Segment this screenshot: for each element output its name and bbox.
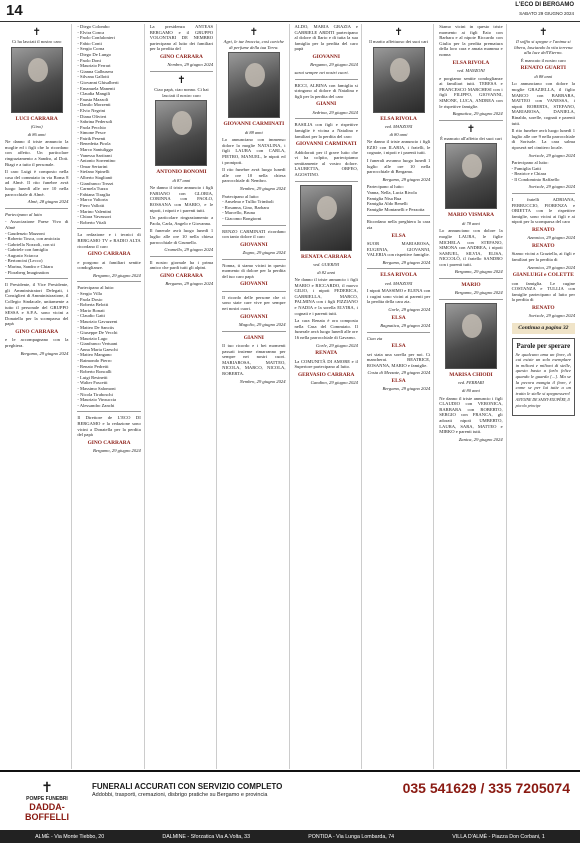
condolence-text: Siamo vicini a Graziella, ai figli e familiari per la perdita di — [511, 251, 575, 263]
deceased-name: GIOVANNI — [240, 241, 268, 248]
condolence-text: Nonna, ti siamo vicini in questo momento di dolore per la perdita del tuo caro papà — [222, 262, 286, 279]
deceased-name: MARIO VISMARA — [447, 212, 495, 219]
condolence-text: I nipoti MASSIMO e ELENA con i cugini sono vicini ai parenti per la perdita della cara zia. — [366, 288, 431, 305]
divider — [512, 193, 575, 194]
place-date: Nembro, 29 giugno 2024 — [239, 185, 286, 191]
deceased-name: RENATA — [315, 350, 338, 357]
place-date: Bagnatica, 29 giugno 2024 — [452, 111, 503, 117]
announcement-text: Il funerale avrà luogo lunedì 1 luglio alle ore 10 nella chiesa parrocchiale di Grumello. — [149, 228, 214, 245]
deceased-age: di 82 anni — [317, 269, 336, 275]
place-date: Costa di Mezzate, 29 giugno 2024 — [367, 370, 431, 376]
announcement-intro: È mancato il nostro caro — [520, 57, 566, 63]
ad-headline: FUNERALI ACCURATI CON SERVIZIO COMPLETO — [92, 782, 283, 791]
column-1 — [2, 24, 72, 769]
announcement-text: La cara Renata è ora composta nella Casa del Commiato. Il funerale avrà luogo lunedì alle ore 16 nella parrocchiale di Gavarno. — [294, 318, 358, 341]
deceased-name: GINO CARRARA — [159, 272, 203, 279]
condolence-text: Il nostro giornale ha i prima amico che pardi tutti gli alpini. — [149, 259, 214, 271]
poem-text: Il soffio si spegne e l'anima si libera, lasciando la vita terrena alla luce dell'Eterno. — [514, 39, 573, 56]
condolence-text: BASILIA con figli e rispettive famiglie è vicina a Natalina e familiari per la perdita del caro — [294, 122, 358, 139]
deceased-name: RENATO — [532, 305, 555, 311]
condolence-list: - Diego Colombo - Elvira Conca - Paolo Confalonieri - Fabio Conti - Sergio Corna - Diego De Lungo - Paolo Doni - Maurizio Ferrari - Gianna Galbusera - Silvana Gallotti - Giovanni Ghisalberti - Emanuela Manenti - Claudia Mangili - Fausta Mazzoli - Danilo Morzenti - Elvio Negrini - Diana Olivieri - Sabrina Pedersoli - Paola Pecchio - Simone Pesce - Patrik Pesenti - Benedetta Pirola - Marco Santuliggo - Vanessa Sartirani - Antonio Sorrentino - Omar Sertarini - Stefano Spinelli - Alberto Staglianò - Gianfranco Trezzi - Carmela Tuzza - Fabiana Tiraglia - Marco Valtorta - Piero Vallotti - Marino Valentini - Chiara Vavassori - Roberto Vitali — [77, 24, 119, 225]
place-date: Magolio, 29 giugno 2024 — [238, 322, 286, 328]
deceased-name: GIOVANNI — [240, 281, 268, 288]
location-dalmine: DALMINE - Sforzatica Via A.Volta, 33 — [162, 833, 251, 840]
place-date: Bergamo, 29 giugno 2024 — [382, 176, 431, 182]
condolence-text: e porgiamo sentite condoglianze ai familiari tutti. TERESA e FRANCESCO MARCHESI con i figli FILIPPO, GIOVANNI, SIMONE, LUCA, ANDREA con le rispettive famiglie. — [439, 75, 503, 109]
deceased-married-name: ved. MANZONI — [457, 67, 485, 73]
announcement-text: Un particolare ringraziamento a Paola, Carla, Angelo e Giovanna. — [149, 215, 214, 226]
place-date: Grumello, 29 giugno 2024 — [164, 247, 214, 253]
condolence-list: Partecipano al lutto: - Anselmo e Tullio Trimboli - Rosanna, Gino, Barbara - Marcello, Bruna - Giacomo Bongiorni — [222, 193, 274, 221]
deceased-married-name: ved. MANZONI — [384, 124, 413, 129]
deceased-name: GIOVANNI CARMINATI — [295, 141, 357, 148]
deceased-name: RENATO — [532, 227, 555, 234]
funeral-home-logo — [8, 782, 86, 830]
ad-phone: 035 541629 / 335 7205074 — [402, 780, 570, 796]
condolence-text: Il ricordo delle persone che ci sono state care vive per sempre nei nostri cuori. — [222, 294, 286, 312]
divider — [295, 181, 358, 182]
announcement-text: Ne danno il triste annuncio i figli FABIANO con GLORIA, CORINNA con PAOLO, ROSSANA con MARIO, e le nipoti, i nipoti e i parenti tutti. — [149, 185, 214, 213]
deceased-name: ELSA — [391, 343, 406, 350]
condolence-text: La redazione e i tecnici di BERGAMO TV e RADIO ALTA ricordano il caro — [77, 232, 141, 249]
place-date: Bergamo, 29 giugno 2024 — [382, 259, 431, 265]
place-date: Zogno, 29 giugno 2024 — [242, 250, 286, 256]
deceased-age: di 87 anni — [172, 177, 191, 183]
quote-title: Parole per sperare — [516, 343, 571, 350]
place-date: Gorle, 29 giugno 2024 — [316, 342, 358, 348]
portrait-photo — [373, 47, 425, 113]
cross-icon: ✝ — [32, 27, 41, 38]
poem-text: Agri, le tue braccia, così cariche di perfume della tua Terra. — [223, 39, 284, 50]
deceased-age: di 80 anni — [462, 388, 480, 394]
deceased-name: ANTONIO BONOMI — [156, 169, 207, 176]
divider — [150, 256, 213, 257]
condolence-text: Siamo vicini in questo triste momento ai figli Ezio con Barbara e al nipote Riccardo con Giulia per la perdita prematura della loro cara e amata mamma e nonna — [439, 24, 503, 57]
announcement-text: Il caro Luigi è composto nella casa del commiato in via Roma 8 ad Almè. Il rito funebre avrà luogo lunedì alle ore 10 nella parrocchiale di Almè. — [5, 169, 69, 197]
deceased-name: GINO CARRARA — [15, 329, 59, 335]
place-date: Sedrina, 29 giugno 2024 — [312, 109, 358, 115]
announcement-text: Ne danno il triste annuncio la moglie ed i figli che lo ricordano con affetto. Un particolare ringraziamento a Sandro, al Dott. Biagi e a tutto il personale. — [5, 139, 69, 167]
divider — [367, 215, 430, 216]
place-date: Azzonica, 29 giugno 2024 — [527, 264, 575, 270]
deceased-name: MARISA CHIODI — [449, 372, 493, 379]
announcement-text: Lo annunciano con dolore la moglie LAURA, le figlie MICHELA con STEFANO, SIMONA con ANDREA, i nipoti SAMUEL, SILVIA, ELISA, NICCOLÒ, il fratello SANDRO con i parenti tutti. — [439, 228, 503, 267]
deceased-name: ELSA RIVOLA — [452, 59, 490, 66]
place-date: Bergamo, 29 giugno 2024 — [310, 62, 358, 68]
announcement-text: Ne danno il triste annuncio i figli CLAUDIO con VERONICA, BARBARA con ROBERTO, SERGIO con FRANCA, gli adorati nipoti UMBERTO, LAURA, SARA, MATTEO e MIRKO e parenti tutti. — [439, 395, 503, 435]
deceased-name: GIOVANNI — [240, 313, 268, 320]
divider — [5, 208, 68, 209]
portrait-photo — [445, 303, 497, 369]
deceased-name: GIANNI — [243, 334, 264, 341]
place-date: Bergamo, 29 giugno 2024 — [92, 448, 141, 454]
locations-bar — [0, 830, 580, 843]
logo-tagline: POMPE FUNEBRI — [26, 796, 68, 802]
divider — [222, 291, 285, 292]
condolence-text: La COMUNITÀ DI AMORE e il Superiore partecipano al lutto. — [294, 358, 358, 370]
deceased-name: ELSA — [391, 314, 406, 321]
announcement-text: Il rito funebre avrà luogo lunedì 1 luglio alle ore 9 nella parrocchiale di Sorisole. La cara salma riposerà nel cimitero locale. — [511, 128, 575, 150]
divider — [150, 71, 213, 72]
page-header — [0, 0, 580, 22]
announcement-text: Lo annunciano con immenso dolore la moglie NATALINA, i figli LAURA con CARLA, PIETRO, MANUEL, le nipoti ed i pronipoti. — [222, 137, 286, 165]
portrait-photo — [11, 47, 63, 113]
portrait-photo — [300, 185, 352, 251]
divider — [5, 278, 68, 279]
divider — [367, 268, 430, 269]
announcement-intro: Ciao papà, ciao nonno. Ci hai lasciati il nostro caro — [154, 86, 209, 98]
newspaper-title: L'ECO DI BERGAMO — [515, 2, 574, 8]
condolence-text: Addolorati per il grave lutto che vi ha colpito, partecipiamo sentitamente al vostro dolore. LAURETTA, ORFEO, AGOSTINO. — [294, 149, 358, 177]
column-3 — [147, 24, 217, 769]
condolence-list: - Associazione Paese Vivo di Almè - Gaudenzio Mazzoni - Roberto Tosca, con amicizia - Gabriella Nozzoli, con sti - Gabriele con famiglia - Augusto Sciacca - Bertoncini (Lecco) - Marina, Sandro e Chiara - Floraberg Imagination — [5, 219, 69, 275]
condolence-text: con famiglia. Le cugine COSTANZA e TULLIA con famiglie partecipano al lutto per la perdita di — [511, 280, 575, 303]
quote-text: Se qualcuno ama un fiore, di cui esiste un solo esemplare in milioni e milioni di stelle, questo basta a farlo felice quando le guarda [...]. Ma se la pecora mangia il fiore, è come se per lui tutte a un tratto le stelle si spegnessero! — [515, 351, 571, 396]
condolence-text: Ricordano nella preghiera la cara zia — [366, 219, 431, 230]
cross-icon: ✝ — [249, 27, 258, 38]
deceased-name: MARIO — [461, 282, 481, 289]
location-alme: ALMÈ - Via Monte Tiebbo, 20 — [35, 833, 105, 840]
divider — [222, 259, 285, 260]
obituary-columns — [0, 24, 580, 769]
place-date: Bergamo, 29 giugno 2024 — [454, 290, 503, 296]
place-date: Bergamo, 29 giugno 2024 — [92, 272, 141, 278]
issue-date: SABATO 29 GIUGNO 2024 — [519, 11, 574, 16]
place-date: Gorle, 29 giugno 2024 — [388, 307, 431, 313]
quote-author: ANTOINE DE SAINT-EXUPÉRY, Il piccolo principe — [515, 398, 570, 408]
condolence-text: La presidenza ANTEAS BERGAMO e il GRUPPO VOLONTARI DE NEMBRO partecipano al lutto dei familiari per la perdita del — [149, 24, 214, 52]
column-5 — [292, 24, 362, 769]
deceased-name: GINO CARRARA — [159, 53, 203, 60]
divider — [77, 411, 140, 412]
deceased-married-name: ved. FERRARI — [458, 380, 484, 386]
place-date: Bergamo, 29 giugno 2024 — [20, 350, 69, 356]
cross-icon: ✝ — [466, 123, 476, 135]
divider — [295, 79, 358, 80]
deceased-age: di 88 anni — [534, 73, 553, 79]
deceased-name: ELSA — [391, 232, 406, 239]
place-date: Nembro, 29 giugno 2024 — [239, 378, 286, 384]
condolence-heading: Partecipano al lutto — [5, 211, 43, 217]
announcement-text: Ne danno il triste annuncio i figli EZIO con ILARIA, i fratelli, le cognate, i nipoti e i parenti tutti. — [366, 139, 431, 156]
condolence-text: ALDO, MARIA GRAZIA e GABRIELE ARDITI partecipano al dolore di Ilario e di tutta la sua famiglia per la perdita del caro papà — [294, 24, 358, 52]
place-date: Nembro, 29 giugno 2024 — [167, 62, 214, 68]
location-villa-dalme: VILLA D'ALMÈ - Piazza Don Corbani, 1 — [452, 833, 545, 840]
condolence-text: I fratelli ADRIANA, FERRUCCIO, FIORENZA e ORIETTA con le rispettive famiglie, sono vicini ai figli e ai nipoti per la scomparsa del caro — [511, 197, 575, 225]
place-date: Sorisole, 29 giugno 2024 — [528, 313, 575, 319]
condolence-list: Partecipano al lutto: Vanna, Nella, Lucia Rivola Famiglia Nisa Bua Famiglia Aldo Benelli Famiglie Montanelli e Pezzotta — [366, 184, 425, 212]
announcement-intro: Il marito affettuoso dei suoi cari — [369, 39, 429, 44]
quote-box — [512, 338, 575, 416]
ad-subline: Addobbi, trasporti, cremazioni, disbrigo pratiche su Bergamo e provincia — [92, 792, 268, 798]
place-date: Sorisole, 29 giugno 2024 — [528, 184, 575, 190]
divider — [295, 118, 358, 119]
divider — [222, 331, 285, 332]
divider — [367, 332, 430, 333]
condolence-text: Il Presidente, il Vice Presidente, gli Amministratori Delegati, i Consiglieri di Amministrazione, il Collegio Sindacale, unitamente a tutto il personale del GRUPPO SESSA e S.P.A. sono vicini a Donatella per la scomparsa del papà — [5, 282, 69, 327]
deceased-name: ELSA RIVOLA — [380, 272, 417, 279]
cross-icon: ✝ — [394, 27, 403, 38]
condolence-text: Ciao zia — [366, 335, 383, 341]
place-date: Azzonica, 29 giugno 2024 — [527, 235, 575, 241]
portrait-photo — [445, 143, 497, 209]
divider — [439, 278, 502, 279]
continue-notice: Continua a pagina 32 — [512, 323, 575, 334]
announcement-text: Lo annunciano con dolore la moglie GRAZIELLA, il figlio MARCO con BARBARA, MATTEO con VANESSA, i nipoti ROBERTA, STEFANO, MARIAROSA, DANIELA, Rinaldo, sorelle, cognati e parenti tutti. — [511, 81, 575, 126]
place-date: Bergamo, 29 giugno 2024 — [165, 281, 214, 287]
page-number: 14 — [6, 2, 23, 19]
deceased-nickname: (Gino) — [30, 124, 43, 129]
divider — [77, 281, 140, 282]
divider — [222, 225, 285, 226]
announcement-intro: Ci ha lasciati il nostro caro — [12, 39, 62, 44]
place-date: Bagnatica, 29 giugno 2024 — [380, 323, 431, 329]
advertisement-footer — [0, 770, 580, 849]
deceased-name: GIOVANNI — [312, 53, 340, 60]
column-7 — [436, 24, 506, 769]
deceased-age: di 80 anni — [389, 131, 408, 137]
logo-name: DADDA-BOFFELLI — [25, 802, 69, 822]
divider — [77, 228, 140, 229]
column-6 — [364, 24, 434, 769]
deceased-name: LUCI CARRARA — [15, 115, 58, 122]
portrait-photo — [228, 52, 280, 118]
place-date: Gandino, 29 giugno 2024 — [310, 380, 358, 386]
condolence-text: BICCI, ALBINA con famiglia si stringono al dolore di Natalina e figli per la perdita del caro — [294, 82, 358, 99]
deceased-age: di 88 anni — [244, 129, 263, 135]
place-date: Almè, 28 giugno 2024 — [27, 199, 69, 205]
cross-icon: ✝ — [41, 781, 53, 796]
deceased-name: GIANNI — [316, 101, 337, 108]
divider — [439, 299, 502, 300]
condolence-text: RENZO CARMINATI ricordano con tanto dolore il caro — [222, 228, 286, 240]
column-8 — [509, 24, 578, 769]
column-4 — [219, 24, 289, 769]
condolence-text: sarai sempre nei nostri cuori. — [294, 69, 349, 75]
divider — [439, 120, 502, 121]
place-date: Zanica, 29 giugno 2024 — [458, 436, 503, 442]
condolence-text: Il tuo ricordo e i bei momenti passati insieme rimarranno per sempre nei nostri cuori. MARIAROSA, MATTEO, NICOLA, MARCO, NICOLA, ROBERTA. — [222, 343, 286, 377]
condolence-text: e porgono ai familiari sentite condoglianze. — [77, 259, 141, 271]
deceased-married-name: ved. GUERINI — [313, 261, 340, 267]
announcement-text: Il rito funebre avrà luogo lunedì alle ore 10 nella chiesa parrocchiale di Nembro. — [222, 167, 286, 184]
deceased-name: GERVASIO CARRARA — [297, 371, 355, 378]
condolence-list: Partecipano al lutto: - Famiglia Gatti - Beatrice e Chiara - Il Condominio Raffaello — [511, 160, 560, 182]
location-pontida: PONTIDA - Via Lunga Lombarda, 74 — [308, 833, 395, 840]
cross-icon: ✝ — [177, 74, 186, 86]
column-2 — [74, 24, 144, 769]
deceased-name: RENATO — [532, 243, 555, 250]
announcement-intro: È mancato all'affetto dei suoi cari — [440, 135, 502, 141]
condolence-text: Il Direttore de L'ECO DI BERGAMO e la redazione sono vicini a Donatella per la perdita del papà — [77, 415, 141, 438]
deceased-married-name: ved. MANZONI — [384, 280, 413, 286]
announcement-text: Ne danno il triste annuncio i figli MARIO e RICCARDO, il nuovo GILIO, i nipoti FEDERICA, GABRIELLA, MARCO, PALMINA con i figli FIZZIANO e NADIA e la sorella ELVIRA, i cognati e i parenti tutti. — [294, 277, 358, 316]
place-date: Sorisole, 29 giugno 2024 — [528, 152, 575, 158]
deceased-age: di 78 anni — [462, 220, 480, 226]
cross-icon: ✝ — [539, 27, 548, 38]
deceased-name: ELSA — [391, 378, 406, 385]
condolence-text: SUOR MARIAROSA, EUGENIA, GIOVANNI, VALERIA con rispettive famiglie. — [366, 240, 431, 258]
condolence-text: e le accompagnano con la preghiera. — [5, 337, 69, 348]
condolence-list: Partecipano al lutto: - Sergio Villa - Paola Dosio - Roberta Belotti - Mario Bonati - Claudio Gatti - Maurizio Gavazzeni - Matteo De Sanctis - Giuseppe De Vecchi - Maurizio Lago - Gianfranco Vertuani - Anna Maria Gaeschi - Matteo Mangano - Raimondo Pierro - Renato Pedretti - Roberto Roncalli - Luigi Resinetti - Walter Fascetti - Massimo Salomoni - Nicola Tiraboschi - Maurizio Vinsuccia - Alessandro Zanchi — [77, 285, 118, 408]
deceased-name: GINO CARRARA — [87, 439, 131, 446]
deceased-name: RENATO GUARTI — [520, 65, 566, 72]
deceased-name: RENATA CARRARA — [301, 253, 352, 260]
portrait-photo — [155, 100, 207, 166]
deceased-age: di 86 anni — [27, 131, 46, 137]
announcement-text: I funerali avranno luogo lunedì 1 luglio alle ore 10 nella parrocchiale di Bergamo. — [366, 157, 431, 175]
deceased-name: GIOVANNI CARMINATI — [223, 121, 285, 128]
place-date: Bergamo, 29 giugno 2024 — [454, 269, 503, 275]
deceased-name: GINO CARRARA — [87, 251, 131, 258]
condolence-text: sei stata una sorella per noi. Ci mancherai. BEATRICE, ROSANNA, MARIO e famiglie. — [366, 351, 431, 368]
place-date: Bergamo, 29 giugno 2024 — [382, 386, 431, 392]
deceased-name: ELSA RIVOLA — [380, 115, 417, 122]
deceased-name: GIANLUIGI e COLETTE — [512, 272, 574, 279]
